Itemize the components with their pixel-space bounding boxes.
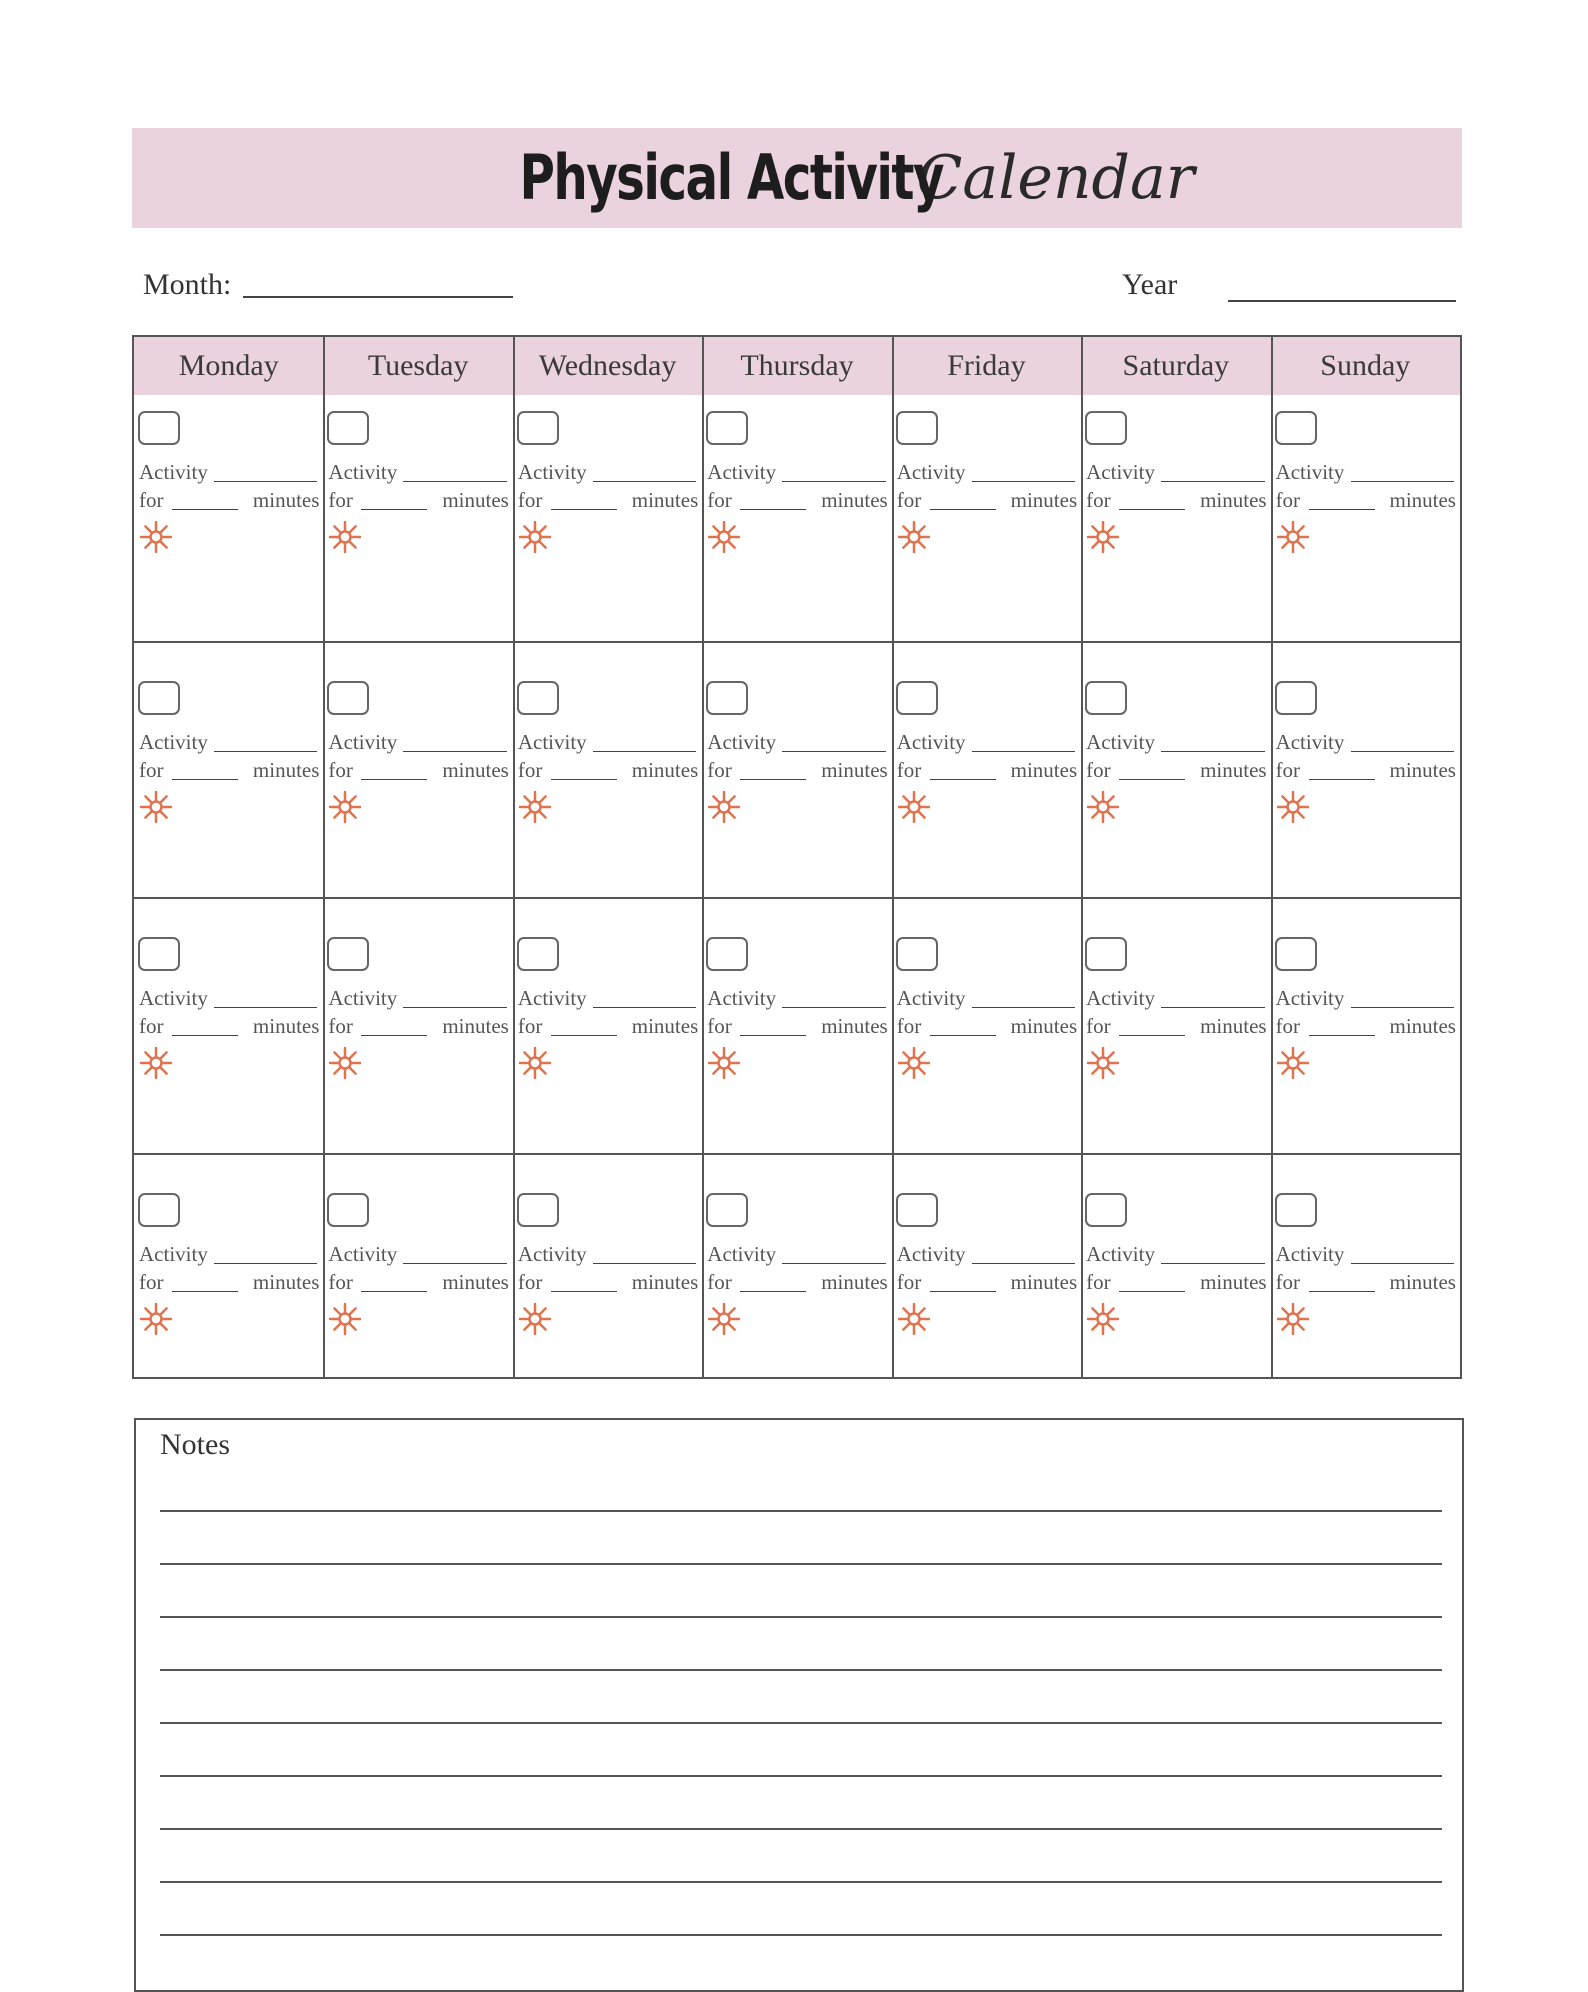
for-label: for xyxy=(517,488,543,512)
checkbox-icon[interactable] xyxy=(896,681,938,715)
activity-input-line[interactable] xyxy=(782,481,885,482)
checkbox-icon[interactable] xyxy=(517,937,559,971)
note-line[interactable] xyxy=(160,1881,1442,1883)
activity-input-line[interactable] xyxy=(214,751,317,752)
minutes-label: minutes xyxy=(442,758,509,782)
for-label: for xyxy=(1275,758,1301,782)
checkbox-icon[interactable] xyxy=(138,411,180,445)
for-label: for xyxy=(707,758,732,782)
sun-star-icon xyxy=(1277,1303,1309,1335)
day-cell xyxy=(323,395,512,641)
activity-label: Activity xyxy=(139,1242,208,1266)
month-input-line[interactable] xyxy=(243,296,513,298)
checkbox-icon[interactable] xyxy=(896,1193,938,1227)
title-script: Calendar xyxy=(916,143,1195,214)
year-label: Year xyxy=(1122,268,1178,301)
for-label: for xyxy=(1086,1270,1111,1294)
minutes-label: minutes xyxy=(1010,758,1078,782)
day-cell xyxy=(1081,897,1270,1153)
day-cell xyxy=(702,897,891,1153)
for-label: for xyxy=(1275,1270,1301,1294)
day-cell xyxy=(1081,395,1270,641)
note-line[interactable] xyxy=(160,1563,1442,1565)
minutes-label: minutes xyxy=(821,1014,888,1038)
activity-input-line[interactable] xyxy=(403,751,506,752)
for-label: for xyxy=(139,1014,164,1038)
day-cell xyxy=(134,1153,323,1377)
activity-input-line[interactable] xyxy=(782,1007,885,1008)
minutes-label: minutes xyxy=(1389,488,1456,512)
for-label: for xyxy=(328,758,353,782)
activity-input-line[interactable] xyxy=(403,1007,506,1008)
activity-label: Activity xyxy=(1086,986,1155,1010)
activity-input-line[interactable] xyxy=(403,481,506,482)
note-line[interactable] xyxy=(160,1616,1442,1618)
activity-input-line[interactable] xyxy=(972,1263,1075,1264)
for-label: for xyxy=(896,1014,922,1038)
minutes-input-line[interactable] xyxy=(172,1035,238,1036)
minutes-label: minutes xyxy=(1389,758,1456,782)
day-header-thursday: Thursday xyxy=(740,349,854,382)
minutes-input-line[interactable] xyxy=(740,509,806,510)
minutes-input-line[interactable] xyxy=(172,779,238,780)
activity-input-line[interactable] xyxy=(972,481,1075,482)
checkbox-icon[interactable] xyxy=(896,411,938,445)
day-cell xyxy=(513,641,702,897)
day-cell xyxy=(1081,1153,1270,1377)
checkbox-icon[interactable] xyxy=(517,411,559,445)
day-header-saturday: Saturday xyxy=(1122,349,1230,382)
sun-star-icon xyxy=(329,521,361,553)
sun-star-icon xyxy=(898,521,930,553)
checkbox-icon[interactable] xyxy=(1275,937,1317,971)
day-cell xyxy=(1081,641,1270,897)
for-label: for xyxy=(517,758,543,782)
sun-star-icon xyxy=(1087,791,1119,823)
minutes-input-line[interactable] xyxy=(930,509,996,510)
notes-box xyxy=(134,1418,1464,1992)
activity-label: Activity xyxy=(896,460,966,484)
activity-input-line[interactable] xyxy=(1161,1007,1264,1008)
sun-star-icon xyxy=(329,1047,361,1079)
minutes-label: minutes xyxy=(252,758,320,782)
for-label: for xyxy=(896,1270,922,1294)
activity-label: Activity xyxy=(328,986,398,1010)
sun-star-icon xyxy=(898,1303,930,1335)
for-label: for xyxy=(517,1270,543,1294)
activity-label: Activity xyxy=(328,460,398,484)
minutes-label: minutes xyxy=(1200,758,1267,782)
checkbox-icon[interactable] xyxy=(1275,1193,1317,1227)
activity-label: Activity xyxy=(707,986,777,1010)
minutes-label: minutes xyxy=(442,1270,509,1294)
for-label: for xyxy=(328,1014,353,1038)
activity-label: Activity xyxy=(517,730,587,754)
sun-star-icon xyxy=(1277,1047,1309,1079)
checkbox-icon[interactable] xyxy=(517,681,559,715)
sun-star-icon xyxy=(329,791,361,823)
activity-label: Activity xyxy=(139,730,208,754)
sun-star-icon xyxy=(1277,791,1309,823)
sun-star-icon xyxy=(1087,1303,1119,1335)
day-cell xyxy=(892,897,1081,1153)
minutes-input-line[interactable] xyxy=(1119,1291,1185,1292)
note-line[interactable] xyxy=(160,1669,1442,1671)
minutes-label: minutes xyxy=(1200,1014,1267,1038)
note-line[interactable] xyxy=(160,1934,1442,1936)
for-label: for xyxy=(517,1014,543,1038)
checkbox-icon[interactable] xyxy=(706,937,748,971)
for-label: for xyxy=(707,1270,732,1294)
activity-input-line[interactable] xyxy=(1351,481,1454,482)
sun-star-icon xyxy=(708,791,740,823)
minutes-label: minutes xyxy=(1389,1014,1456,1038)
activity-label: Activity xyxy=(1275,460,1345,484)
minutes-input-line[interactable] xyxy=(361,509,427,510)
activity-label: Activity xyxy=(328,730,398,754)
sun-star-icon xyxy=(140,1303,172,1335)
sun-star-icon xyxy=(708,1047,740,1079)
activity-label: Activity xyxy=(517,986,587,1010)
minutes-input-line[interactable] xyxy=(172,509,238,510)
note-line[interactable] xyxy=(160,1828,1442,1830)
activity-label: Activity xyxy=(707,1242,777,1266)
sun-star-icon xyxy=(329,1303,361,1335)
activity-input-line[interactable] xyxy=(214,1263,317,1264)
activity-label: Activity xyxy=(1275,986,1345,1010)
activity-input-line[interactable] xyxy=(972,1007,1075,1008)
day-cell xyxy=(892,641,1081,897)
checkbox-icon[interactable] xyxy=(1085,411,1127,445)
minutes-input-line[interactable] xyxy=(551,509,617,510)
minutes-input-line[interactable] xyxy=(551,1035,617,1036)
checkbox-icon[interactable] xyxy=(1275,411,1317,445)
activity-label: Activity xyxy=(139,986,208,1010)
day-header-wednesday: Wednesday xyxy=(538,349,677,382)
for-label: for xyxy=(139,1270,164,1294)
day-cell xyxy=(1271,641,1460,897)
minutes-label: minutes xyxy=(442,1014,509,1038)
checkbox-icon[interactable] xyxy=(327,681,369,715)
checkbox-icon[interactable] xyxy=(138,937,180,971)
day-cell xyxy=(323,1153,512,1377)
activity-input-line[interactable] xyxy=(782,751,885,752)
sun-star-icon xyxy=(519,1047,551,1079)
activity-label: Activity xyxy=(1275,1242,1345,1266)
minutes-input-line[interactable] xyxy=(551,779,617,780)
for-label: for xyxy=(1086,488,1111,512)
checkbox-icon[interactable] xyxy=(1085,681,1127,715)
for-label: for xyxy=(328,488,353,512)
activity-input-line[interactable] xyxy=(593,1263,696,1264)
day-header-tuesday: Tuesday xyxy=(367,349,469,382)
checkbox-icon[interactable] xyxy=(706,681,748,715)
minutes-input-line[interactable] xyxy=(930,779,996,780)
minutes-label: minutes xyxy=(1200,1270,1267,1294)
for-label: for xyxy=(328,1270,353,1294)
minutes-input-line[interactable] xyxy=(930,1035,996,1036)
checkbox-icon[interactable] xyxy=(327,1193,369,1227)
sun-star-icon xyxy=(898,791,930,823)
sun-star-icon xyxy=(140,521,172,553)
minutes-label: minutes xyxy=(631,1270,699,1294)
checkbox-icon[interactable] xyxy=(706,1193,748,1227)
activity-calendar-grid xyxy=(132,335,1462,1379)
day-cell xyxy=(702,1153,891,1377)
for-label: for xyxy=(896,758,922,782)
checkbox-icon[interactable] xyxy=(138,681,180,715)
minutes-input-line[interactable] xyxy=(930,1291,996,1292)
for-label: for xyxy=(1275,488,1301,512)
day-header-monday: Monday xyxy=(178,349,279,382)
minutes-label: minutes xyxy=(821,488,888,512)
minutes-label: minutes xyxy=(1200,488,1267,512)
month-label: Month: xyxy=(143,268,232,301)
day-cell xyxy=(513,1153,702,1377)
day-header-sunday: Sunday xyxy=(1320,349,1411,382)
sun-star-icon xyxy=(519,521,551,553)
day-cell xyxy=(323,897,512,1153)
activity-input-line[interactable] xyxy=(1161,481,1264,482)
activity-label: Activity xyxy=(328,1242,398,1266)
activity-label: Activity xyxy=(896,986,966,1010)
checkbox-icon[interactable] xyxy=(138,1193,180,1227)
day-cell xyxy=(702,395,891,641)
note-line[interactable] xyxy=(160,1722,1442,1724)
minutes-label: minutes xyxy=(1010,1014,1078,1038)
minutes-input-line[interactable] xyxy=(1119,1035,1185,1036)
minutes-label: minutes xyxy=(821,758,888,782)
minutes-input-line[interactable] xyxy=(1309,1291,1375,1292)
minutes-label: minutes xyxy=(631,1014,699,1038)
activity-label: Activity xyxy=(139,460,208,484)
checkbox-icon[interactable] xyxy=(517,1193,559,1227)
activity-input-line[interactable] xyxy=(1351,751,1454,752)
day-cell xyxy=(513,395,702,641)
sun-star-icon xyxy=(140,1047,172,1079)
sun-star-icon xyxy=(1277,521,1309,553)
for-label: for xyxy=(707,488,732,512)
minutes-input-line[interactable] xyxy=(361,779,427,780)
checkbox-icon[interactable] xyxy=(706,411,748,445)
minutes-label: minutes xyxy=(631,758,699,782)
activity-input-line[interactable] xyxy=(214,481,317,482)
activity-label: Activity xyxy=(1086,460,1155,484)
note-line[interactable] xyxy=(160,1775,1442,1777)
sun-star-icon xyxy=(1087,521,1119,553)
minutes-label: minutes xyxy=(442,488,509,512)
for-label: for xyxy=(707,1014,732,1038)
activity-input-line[interactable] xyxy=(782,1263,885,1264)
activity-input-line[interactable] xyxy=(1161,751,1264,752)
note-line[interactable] xyxy=(160,1510,1442,1512)
minutes-label: minutes xyxy=(1010,1270,1078,1294)
activity-input-line[interactable] xyxy=(593,751,696,752)
activity-input-line[interactable] xyxy=(403,1263,506,1264)
day-cell xyxy=(892,395,1081,641)
sun-star-icon xyxy=(708,521,740,553)
day-cell xyxy=(1271,395,1460,641)
day-cell xyxy=(1271,897,1460,1153)
activity-input-line[interactable] xyxy=(593,1007,696,1008)
sun-star-icon xyxy=(1087,1047,1119,1079)
checkbox-icon[interactable] xyxy=(327,411,369,445)
minutes-label: minutes xyxy=(252,488,320,512)
activity-label: Activity xyxy=(1086,1242,1155,1266)
activity-input-line[interactable] xyxy=(214,1007,317,1008)
minutes-label: minutes xyxy=(821,1270,888,1294)
activity-input-line[interactable] xyxy=(972,751,1075,752)
year-input-line[interactable] xyxy=(1228,300,1456,302)
day-cell xyxy=(892,1153,1081,1377)
day-cell xyxy=(513,897,702,1153)
title-bold: Physical Activity xyxy=(519,141,943,215)
activity-label: Activity xyxy=(1275,730,1345,754)
minutes-input-line[interactable] xyxy=(1119,509,1185,510)
minutes-input-line[interactable] xyxy=(361,1035,427,1036)
activity-label: Activity xyxy=(517,460,587,484)
minutes-input-line[interactable] xyxy=(361,1291,427,1292)
minutes-input-line[interactable] xyxy=(551,1291,617,1292)
for-label: for xyxy=(1086,758,1111,782)
checkbox-icon[interactable] xyxy=(327,937,369,971)
activity-label: Activity xyxy=(1086,730,1155,754)
for-label: for xyxy=(1086,1014,1111,1038)
for-label: for xyxy=(896,488,922,512)
minutes-input-line[interactable] xyxy=(1309,509,1375,510)
day-cell xyxy=(1271,1153,1460,1377)
minutes-label: minutes xyxy=(631,488,699,512)
minutes-input-line[interactable] xyxy=(172,1291,238,1292)
for-label: for xyxy=(1275,1014,1301,1038)
checkbox-icon[interactable] xyxy=(896,937,938,971)
day-cell xyxy=(323,641,512,897)
minutes-label: minutes xyxy=(1389,1270,1456,1294)
sun-star-icon xyxy=(708,1303,740,1335)
page-title xyxy=(132,128,1462,228)
minutes-input-line[interactable] xyxy=(1309,779,1375,780)
activity-label: Activity xyxy=(896,730,966,754)
notes-label: Notes xyxy=(160,1428,230,1461)
minutes-input-line[interactable] xyxy=(1309,1035,1375,1036)
activity-input-line[interactable] xyxy=(1161,1263,1264,1264)
activity-input-line[interactable] xyxy=(1351,1007,1454,1008)
activity-label: Activity xyxy=(896,1242,966,1266)
activity-input-line[interactable] xyxy=(1351,1263,1454,1264)
day-cell xyxy=(134,897,323,1153)
activity-label: Activity xyxy=(707,730,777,754)
minutes-input-line[interactable] xyxy=(740,1291,806,1292)
minutes-input-line[interactable] xyxy=(740,779,806,780)
checkbox-icon[interactable] xyxy=(1085,1193,1127,1227)
sun-star-icon xyxy=(519,1303,551,1335)
day-cell xyxy=(702,641,891,897)
checkbox-icon[interactable] xyxy=(1085,937,1127,971)
minutes-input-line[interactable] xyxy=(740,1035,806,1036)
minutes-label: minutes xyxy=(252,1270,320,1294)
minutes-input-line[interactable] xyxy=(1119,779,1185,780)
day-cell xyxy=(134,395,323,641)
for-label: for xyxy=(139,758,164,782)
activity-label: Activity xyxy=(517,1242,587,1266)
sun-star-icon xyxy=(898,1047,930,1079)
checkbox-icon[interactable] xyxy=(1275,681,1317,715)
minutes-label: minutes xyxy=(252,1014,320,1038)
day-cell xyxy=(134,641,323,897)
sun-star-icon xyxy=(140,791,172,823)
activity-input-line[interactable] xyxy=(593,481,696,482)
activity-label: Activity xyxy=(707,460,777,484)
day-header-friday: Friday xyxy=(947,349,1026,382)
minutes-label: minutes xyxy=(1010,488,1078,512)
sun-star-icon xyxy=(519,791,551,823)
for-label: for xyxy=(139,488,164,512)
